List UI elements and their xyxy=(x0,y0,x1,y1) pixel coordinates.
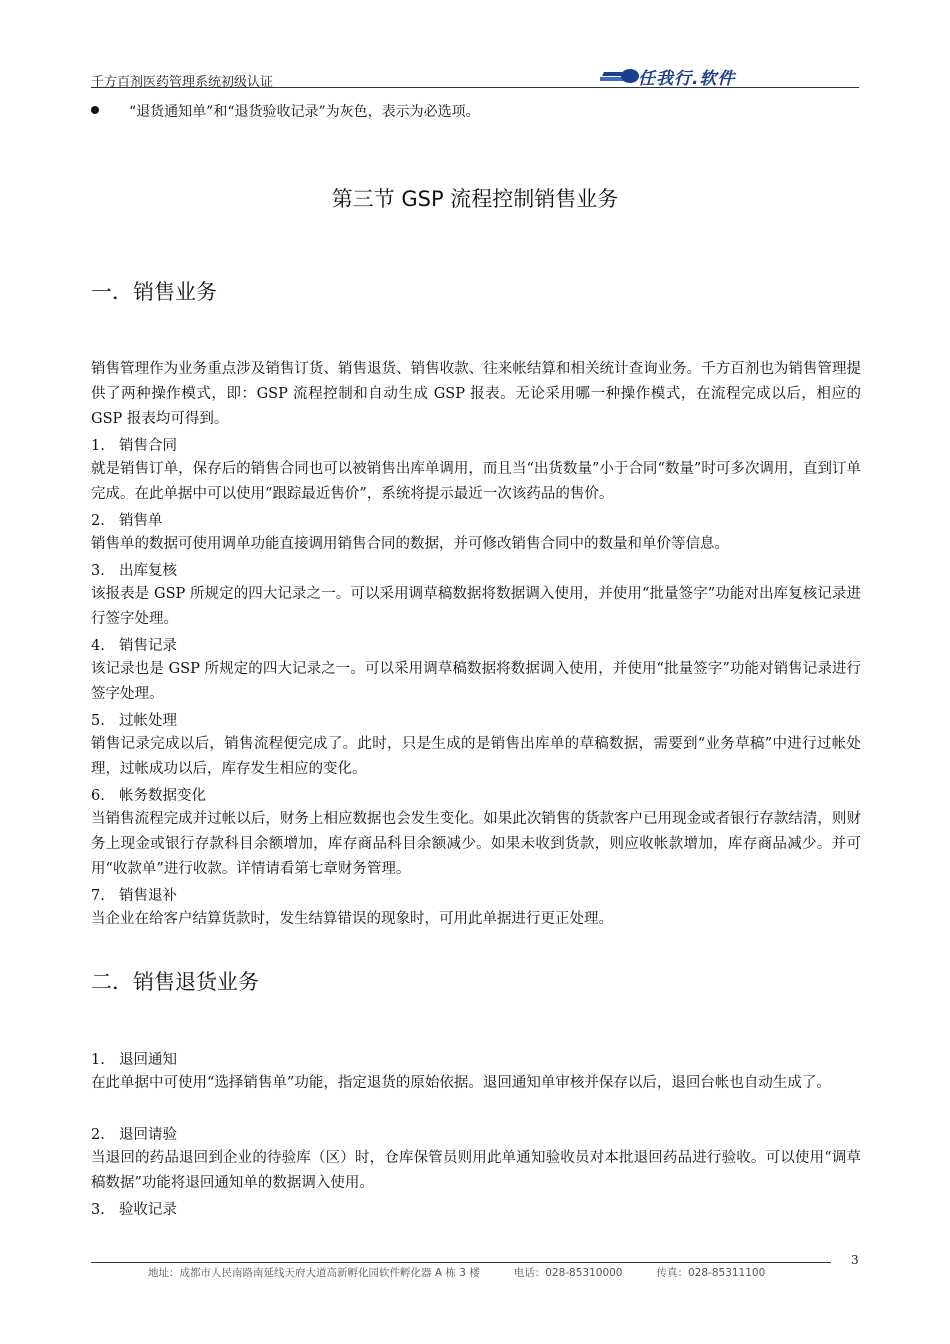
item-title: 帐务数据变化 xyxy=(119,788,206,804)
footer-contact xyxy=(148,1265,799,1280)
section-title: 第三节 GSP 流程控制销售业务 xyxy=(331,187,619,211)
item-number: 6. xyxy=(91,788,105,804)
intro-paragraph: 销售管理作为业务重点涉及销售订货、销售退货、销售收款、往来帐结算和相关统计查询业务。千方百剂也为销售管理提供了两种操作模式，即：GSP 流程控制和自动生成 GSP 报表。无论采用哪一种操作模式，在流程完成以后，相应的 GSP 报表均可得到。 xyxy=(91,361,861,427)
item-title: 出库复核 xyxy=(119,563,177,579)
item-title: 销售单 xyxy=(119,513,163,529)
item-title: 销售退补 xyxy=(119,888,177,904)
list-item-text: 就是销售订单，保存后的销售合同也可以被销售出库单调用，而且当“出货数量”小于合同“数量”时可多次调用，直到订单完成。在此单据中可以使用“跟踪最近售价”，系统将提示最近一次该药品的售价。 xyxy=(91,461,861,502)
item-title: 销售合同 xyxy=(119,438,177,454)
item-number: 2. xyxy=(91,513,105,529)
item-title: 退回通知 xyxy=(119,1052,177,1068)
item-number: 3. xyxy=(91,563,105,579)
item-title: 过帐处理 xyxy=(119,713,177,729)
header-title: 千方百剂医药管理系统初级认证 xyxy=(91,75,274,90)
logo-speed-icon xyxy=(600,64,640,88)
list-item-text: 当企业在给客户结算货款时，发生结算错误的现象时，可用此单据进行更正处理。 xyxy=(91,911,613,927)
logo-text: 任我行.软件 xyxy=(638,69,736,89)
company-logo xyxy=(600,64,770,88)
page-number: 3 xyxy=(851,1253,859,1267)
item-number: 7. xyxy=(91,888,105,904)
list-item-text: 该记录也是 GSP 所规定的四大记录之一。可以采用调草稿数据将数据调入使用，并使用“批量签字”功能对销售记录进行签字处理。 xyxy=(91,661,861,702)
heading-sales-return: 二．销售退货业务 xyxy=(91,970,259,994)
bullet-text: “退货通知单”和“退货验收记录”为灰色，表示为必选项。 xyxy=(129,104,480,120)
footer-divider xyxy=(91,1262,831,1263)
list-item-title xyxy=(91,884,177,905)
list-item-text: 该报表是 GSP 所规定的四大记录之一。可以采用调草稿数据将数据调入使用，并使用“批量签字”功能对出库复核记录进行签字处理。 xyxy=(91,586,861,627)
list-item-title xyxy=(91,634,177,655)
list-item-text: 销售单的数据可使用调单功能直接调用销售合同的数据，并可修改销售合同中的数量和单价等信息。 xyxy=(91,536,729,552)
heading-sales-business: 一．销售业务 xyxy=(91,280,217,304)
footer-phone: 电话：028-85310000 xyxy=(513,1267,623,1279)
item-number: 1. xyxy=(91,1052,105,1068)
footer-address: 地址：成都市人民南路南延线天府大道高新孵化园软件孵化器 A 栋 3 楼 xyxy=(148,1267,480,1279)
item-title: 退回请验 xyxy=(119,1127,177,1143)
list-item-text: 销售记录完成以后，销售流程便完成了。此时，只是生成的是销售出库单的草稿数据，需要到“业务草稿”中进行过帐处理，过帐成功以后，库存发生相应的变化。 xyxy=(91,736,861,777)
item-number: 1. xyxy=(91,438,105,454)
item-title: 销售记录 xyxy=(119,638,177,654)
list-item-text: 当销售流程完成并过帐以后，财务上相应数据也会发生变化。如果此次销售的货款客户已用现金或者银行存款结清，则财务上现金或银行存款科目余额增加，库存商品科目余额减少。如果未收到货款，则应收帐款增加，库存商品减少。并可用“收款单”进行收款。详情请看第七章财务管理。 xyxy=(91,811,861,877)
list-item-title xyxy=(91,784,206,805)
header-divider xyxy=(91,87,859,88)
list-item-title xyxy=(91,1123,177,1144)
item-number: 2. xyxy=(91,1127,105,1143)
list-item-title xyxy=(91,434,177,455)
list-item-title xyxy=(91,509,163,530)
list-item-title xyxy=(91,559,177,580)
list-item-title xyxy=(91,1198,177,1219)
bullet-dot-icon xyxy=(91,106,99,114)
list-item-text: 当退回的药品退回到企业的待验库（区）时，仓库保管员则用此单通知验收员对本批退回药品进行验收。可以使用“调草稿数据”功能将退回通知单的数据调入使用。 xyxy=(91,1150,861,1191)
item-title: 验收记录 xyxy=(119,1202,177,1218)
footer-fax: 传真：028-85311100 xyxy=(656,1267,766,1279)
item-number: 4. xyxy=(91,638,105,654)
list-item-text: 在此单据中可使用“选择销售单”功能，指定退货的原始依据。退回通知单审核并保存以后，退回台帐也自动生成了。 xyxy=(91,1075,831,1091)
list-item-title xyxy=(91,709,177,730)
item-number: 5. xyxy=(91,713,105,729)
item-number: 3. xyxy=(91,1202,105,1218)
list-item-title xyxy=(91,1048,177,1069)
